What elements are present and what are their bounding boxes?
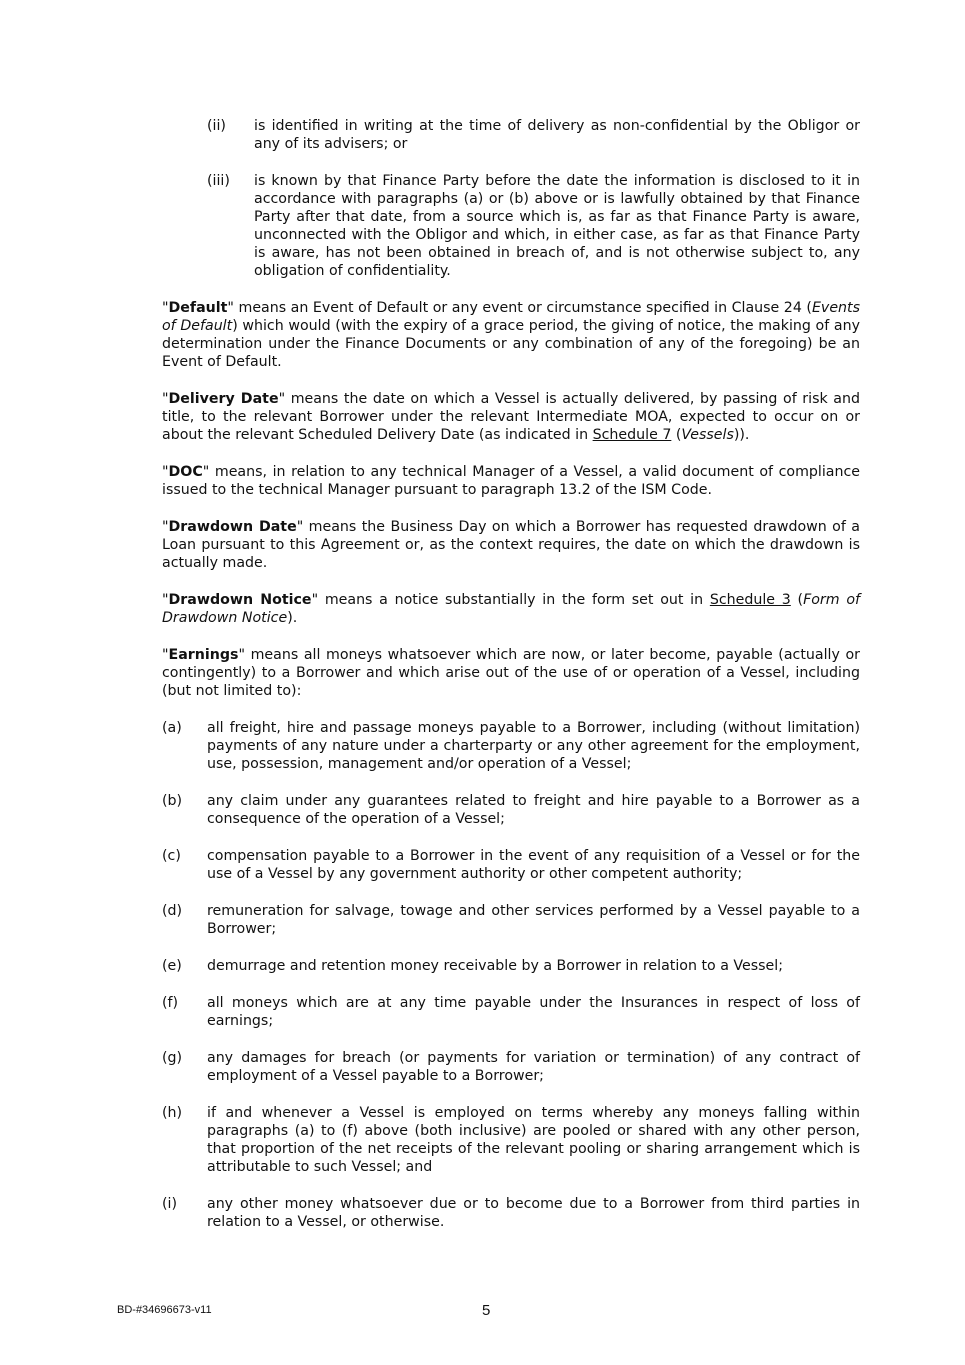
earnings-item-g: [162, 1049, 860, 1085]
item-label: (ii): [207, 118, 226, 134]
item-text: is identified in writing at the time of delivery as non-confidential by the Obligor or any of its advisers; or: [254, 118, 860, 152]
definition-earnings: "Earnings" means all moneys whatsoever which are now, or later become, payable (actually or contingently) to a Borrower and which arise out of the use of or operation of a Vessel, including (but not limited to):: [162, 647, 860, 699]
definition-doc: "DOC" means, in relation to any technical Manager of a Vessel, a valid document of compliance issued to the technical Manager pursuant to paragraph 13.2 of the ISM Code.: [162, 464, 860, 498]
defined-term: Delivery Date: [168, 391, 279, 407]
earnings-item-a: [162, 719, 860, 773]
item-label: (i): [162, 1196, 178, 1212]
item-text: any claim under any guarantees related to freight and hire payable to a Borrower as a consequence of the operation of a Vessel;: [207, 793, 860, 827]
item-text: any damages for breach (or payments for variation or termination) of any contract of employment of a Vessel payable to a Borrower;: [207, 1050, 860, 1084]
list-item-ii: [162, 117, 860, 153]
item-label: (g): [162, 1050, 183, 1066]
item-label: (f): [162, 995, 179, 1011]
item-text: is known by that Finance Party before the date the information is disclosed to it in accordance with paragraphs (a) or (b) above or is lawfully obtained by that Finance Party after that date, from a source which is, as far as that Finance Party is aware, unconnected with the Obligor and which, in either case, as far as that Finance Party is aware, has not been obtained in breach of, and is not otherwise subject to, any obligation of confidentiality.: [254, 173, 860, 279]
item-label: (h): [162, 1105, 183, 1121]
item-text: if and whenever a Vessel is employed on terms whereby any moneys falling within paragraphs (a) to (f) above (both inclusive) are pooled or shared with any other person, that proportion of the net receipts of the relevant pooling or sharing arrangement which is attributable to such Vessel; and: [207, 1105, 860, 1175]
page-number: 5: [482, 1302, 491, 1319]
list-item-iii: [162, 172, 860, 280]
item-text: all freight, hire and passage moneys payable to a Borrower, including (without limitation) payments of any nature under a charterparty or any other agreement for the employment, use, possession, management and/or operation of a Vessel;: [207, 720, 860, 772]
document-reference: BD-#34696673-v11: [117, 1304, 212, 1316]
earnings-item-f: [162, 994, 860, 1030]
earnings-item-e: [162, 957, 860, 975]
earnings-item-c: [162, 847, 860, 883]
item-text: compensation payable to a Borrower in the event of any requisition of a Vessel or for the use of a Vessel by any government authority or other competent authority;: [207, 848, 860, 882]
earnings-item-b: [162, 792, 860, 828]
definition-default: "Default" means an Event of Default or any event or circumstance specified in Clause 24 (Events of Default) which would (with the expiry of a grace period, the giving of notice, the making of any determination under the Finance Documents or any combination of any of the foregoing) be an Event of Default.: [162, 300, 860, 370]
item-label: (c): [162, 848, 181, 864]
item-text: demurrage and retention money receivable by a Borrower in relation to a Vessel;: [207, 958, 783, 974]
schedule-3-link[interactable]: Schedule 3: [709, 592, 791, 608]
defined-term: DOC: [168, 464, 203, 480]
schedule-7-link[interactable]: Schedule 7: [592, 427, 672, 443]
defined-term: Drawdown Date: [168, 519, 297, 535]
document-body: [162, 117, 860, 1231]
definition-drawdown-date: "Drawdown Date" means the Business Day on which a Borrower has requested drawdown of a Loan pursuant to this Agreement or, as the context requires, the date on which the drawdown is actually made.: [162, 519, 860, 571]
definition-drawdown-notice: "Drawdown Notice" means a notice substantially in the form set out in Schedule 3 (Form of Drawdown Notice).: [162, 592, 860, 626]
item-text: all moneys which are at any time payable under the Insurances in respect of loss of earnings;: [207, 995, 860, 1029]
defined-term: Default: [168, 300, 228, 316]
earnings-item-i: [162, 1195, 860, 1231]
defined-term: Earnings: [168, 647, 239, 663]
earnings-item-d: [162, 902, 860, 938]
item-label: (a): [162, 720, 182, 736]
item-text: remuneration for salvage, towage and other services performed by a Vessel payable to a Borrower;: [207, 903, 860, 937]
item-label: (e): [162, 958, 182, 974]
definition-delivery-date: "Delivery Date" means the date on which a Vessel is actually delivered, by passing of risk and title, to the relevant Borrower under the relevant Intermediate MOA, expected to occur on or about the relevant Scheduled Delivery Date (as indicated in Schedule 7 (Vessels)).: [162, 391, 860, 443]
item-label: (d): [162, 903, 183, 919]
item-label: (iii): [207, 173, 230, 189]
item-text: any other money whatsoever due or to become due to a Borrower from third parties in relation to a Vessel, or otherwise.: [207, 1196, 860, 1230]
earnings-item-h: [162, 1104, 860, 1176]
item-label: (b): [162, 793, 183, 809]
defined-term: Drawdown Notice: [168, 592, 312, 608]
